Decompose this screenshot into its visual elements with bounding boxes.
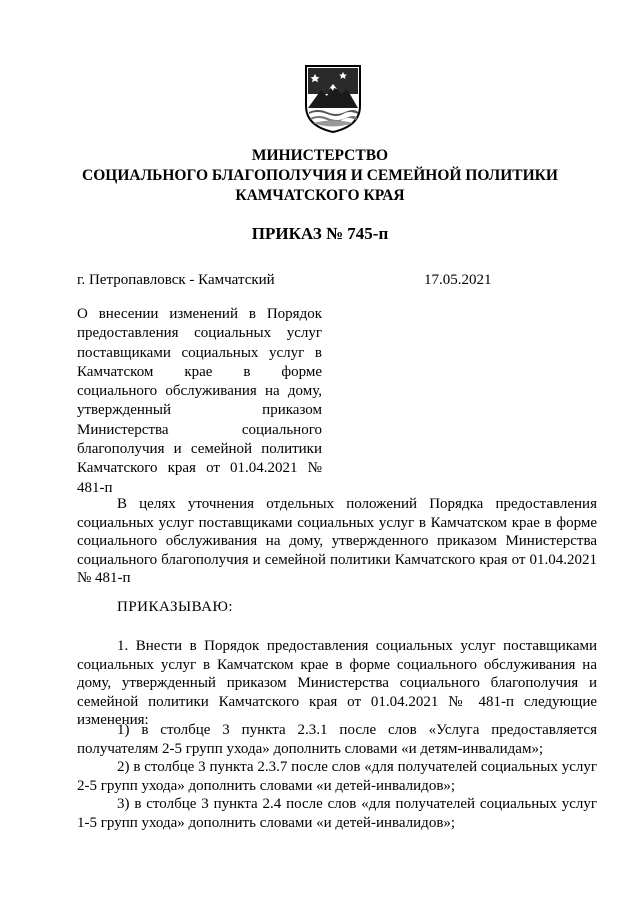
subitem-1: 1) в столбце 3 пункта 2.3.1 после слов «Услуга предоставляется получателям 2-5 групп ухода» дополнить словами «и детям-инвалидам»; [77,722,597,757]
subitem-3: 3) в столбце 3 пункта 2.4 после слов «для получателей социальных услуг 1-5 групп ухода» дополнить словами «и детей-инвалидов»; [77,796,597,831]
subitem-2: 2) в столбце 3 пункта 2.3.7 после слов «для получателей социальных услуг 2-5 групп ухода» дополнить словами «и детей-инвалидов»; [77,759,597,794]
ministry-name-line-2: СОЦИАЛЬНОГО БЛАГОПОЛУЧИЯ И СЕМЕЙНОЙ ПОЛИТИКИ [82,167,558,184]
preamble-paragraph: В целях уточнения отдельных положений Порядка предоставления социальных услуг поставщиками социальных услуг в Камчатском крае в форме социального обслуживания на дому, утвержденного приказом Министерства социального благополучия и семейной политики Камчатского края от 01.04.2021 № 481-п [77,496,597,586]
item-1-paragraph: 1. Внести в Порядок предоставления социальных услуг поставщиками социальных услуг в Камчатском крае в форме социального обслуживания на дому, утвержденный приказом Министерства социального благополучия и семейной политики Камчатского края от 01.04.2021 № 481-п следующие изменения: [77,638,597,728]
document-date: 17.05.2021 [424,272,492,288]
document-subject: О внесении изменений в Порядок предоставления социальных услуг поставщиками социальных услуг в Камчатском крае в форме социального обслуживания на дому, утвержденный приказом Министерства социального благополучия и семейной политики Камчатского края от 01.04.2021 № 481-п [77,306,322,496]
ministry-name-line-1: МИНИСТЕРСТВО [251,147,389,164]
decree-word: ПРИКАЗЫВАЮ: [117,599,234,615]
coat-of-arms-emblem [303,60,363,134]
document-place: г. Петропавловск - Камчатский [77,272,275,288]
order-title: ПРИКАЗ № 745-п [251,224,389,243]
ministry-name-line-3: КАМЧАТСКОГО КРАЯ [235,187,405,204]
